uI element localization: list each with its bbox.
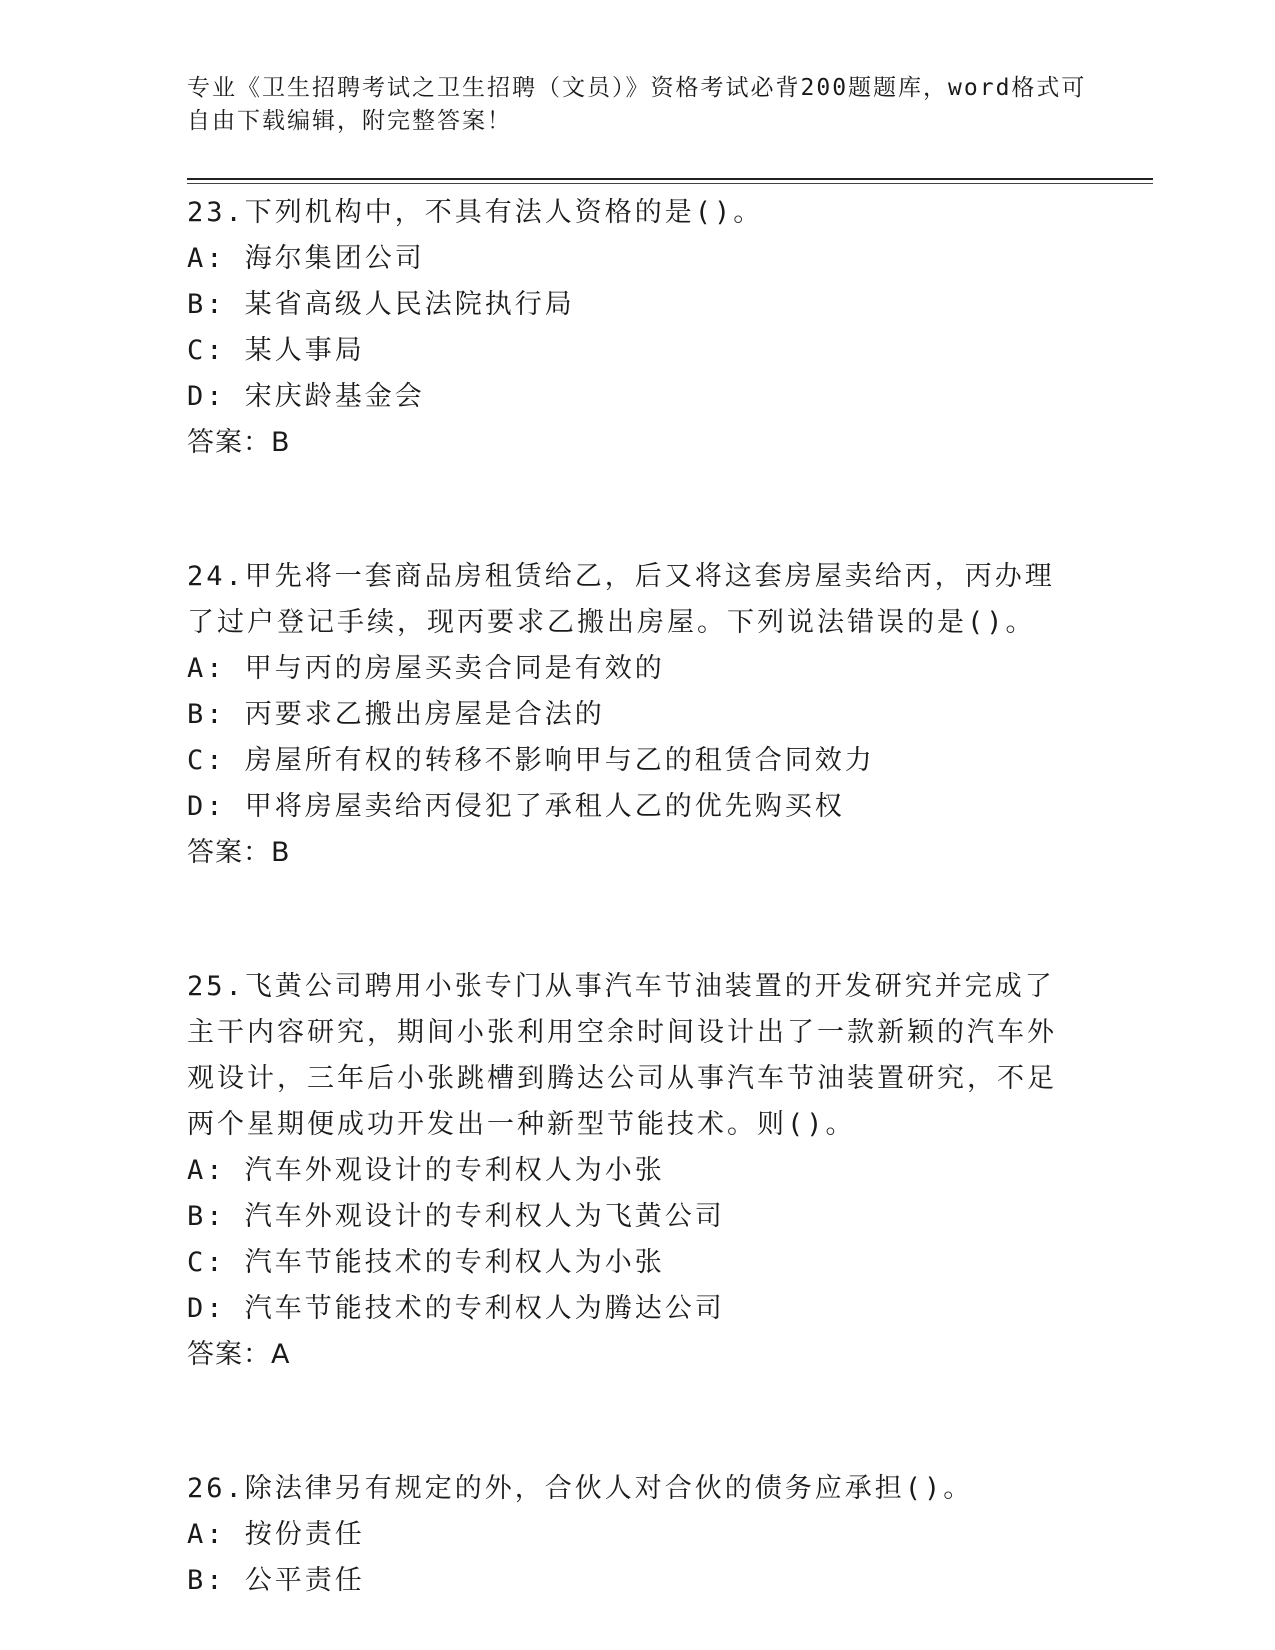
option-c: C: 某人事局 xyxy=(187,335,365,366)
spacer xyxy=(187,876,1067,964)
option-c: C: 汽车节能技术的专利权人为小张 xyxy=(187,1247,665,1278)
header-divider xyxy=(187,178,1153,180)
question-24 xyxy=(187,554,1067,876)
document-header xyxy=(187,72,1087,138)
option-d: D: 汽车节能技术的专利权人为腾达公司 xyxy=(187,1293,725,1324)
question-23 xyxy=(187,190,1067,466)
option-b: B: 某省高级人民法院执行局 xyxy=(187,289,575,320)
option-a: A: 汽车外观设计的专利权人为小张 xyxy=(187,1155,665,1186)
header-title: 专业《卫生招聘考试之卫生招聘（文员）》资格考试必背200题题库，word格式可自由下载编辑，附完整答案！ xyxy=(187,75,1087,134)
question-stem: 23.下列机构中，不具有法人资格的是()。 xyxy=(187,197,764,228)
answer-line: 答案：B xyxy=(187,837,291,868)
option-a: A: 海尔集团公司 xyxy=(187,243,425,274)
question-25 xyxy=(187,964,1067,1378)
question-stem: 25.飞黄公司聘用小张专门从事汽车节油装置的开发研究并完成了主干内容研究，期间小张利用空余时间设计出了一款新颖的汽车外观设计，三年后小张跳槽到腾达公司从事汽车节油装置研究，不足两个星期便成功开发出一种新型节能技术。则()。 xyxy=(187,971,1057,1140)
spacer xyxy=(187,466,1067,554)
answer-line: 答案：A xyxy=(187,1339,291,1370)
question-stem: 26.除法律另有规定的外，合伙人对合伙的债务应承担()。 xyxy=(187,1473,974,1504)
option-d: D: 宋庆龄基金会 xyxy=(187,381,425,412)
option-b: B: 公平责任 xyxy=(187,1565,365,1596)
answer-line: 答案：B xyxy=(187,427,291,458)
header-divider-thin xyxy=(187,183,1153,184)
option-a: A: 按份责任 xyxy=(187,1519,365,1550)
question-26 xyxy=(187,1466,1067,1604)
option-c: C: 房屋所有权的转移不影响甲与乙的租赁合同效力 xyxy=(187,745,875,776)
spacer xyxy=(187,1378,1067,1466)
option-b: B: 丙要求乙搬出房屋是合法的 xyxy=(187,699,605,730)
option-d: D: 甲将房屋卖给丙侵犯了承租人乙的优先购买权 xyxy=(187,791,845,822)
option-b: B: 汽车外观设计的专利权人为飞黄公司 xyxy=(187,1201,725,1232)
question-list xyxy=(187,190,1067,1604)
question-stem: 24.甲先将一套商品房租赁给乙，后又将这套房屋卖给丙，丙办理了过户登记手续，现丙要求乙搬出房屋。下列说法错误的是()。 xyxy=(187,561,1055,638)
option-a: A: 甲与丙的房屋买卖合同是有效的 xyxy=(187,653,665,684)
